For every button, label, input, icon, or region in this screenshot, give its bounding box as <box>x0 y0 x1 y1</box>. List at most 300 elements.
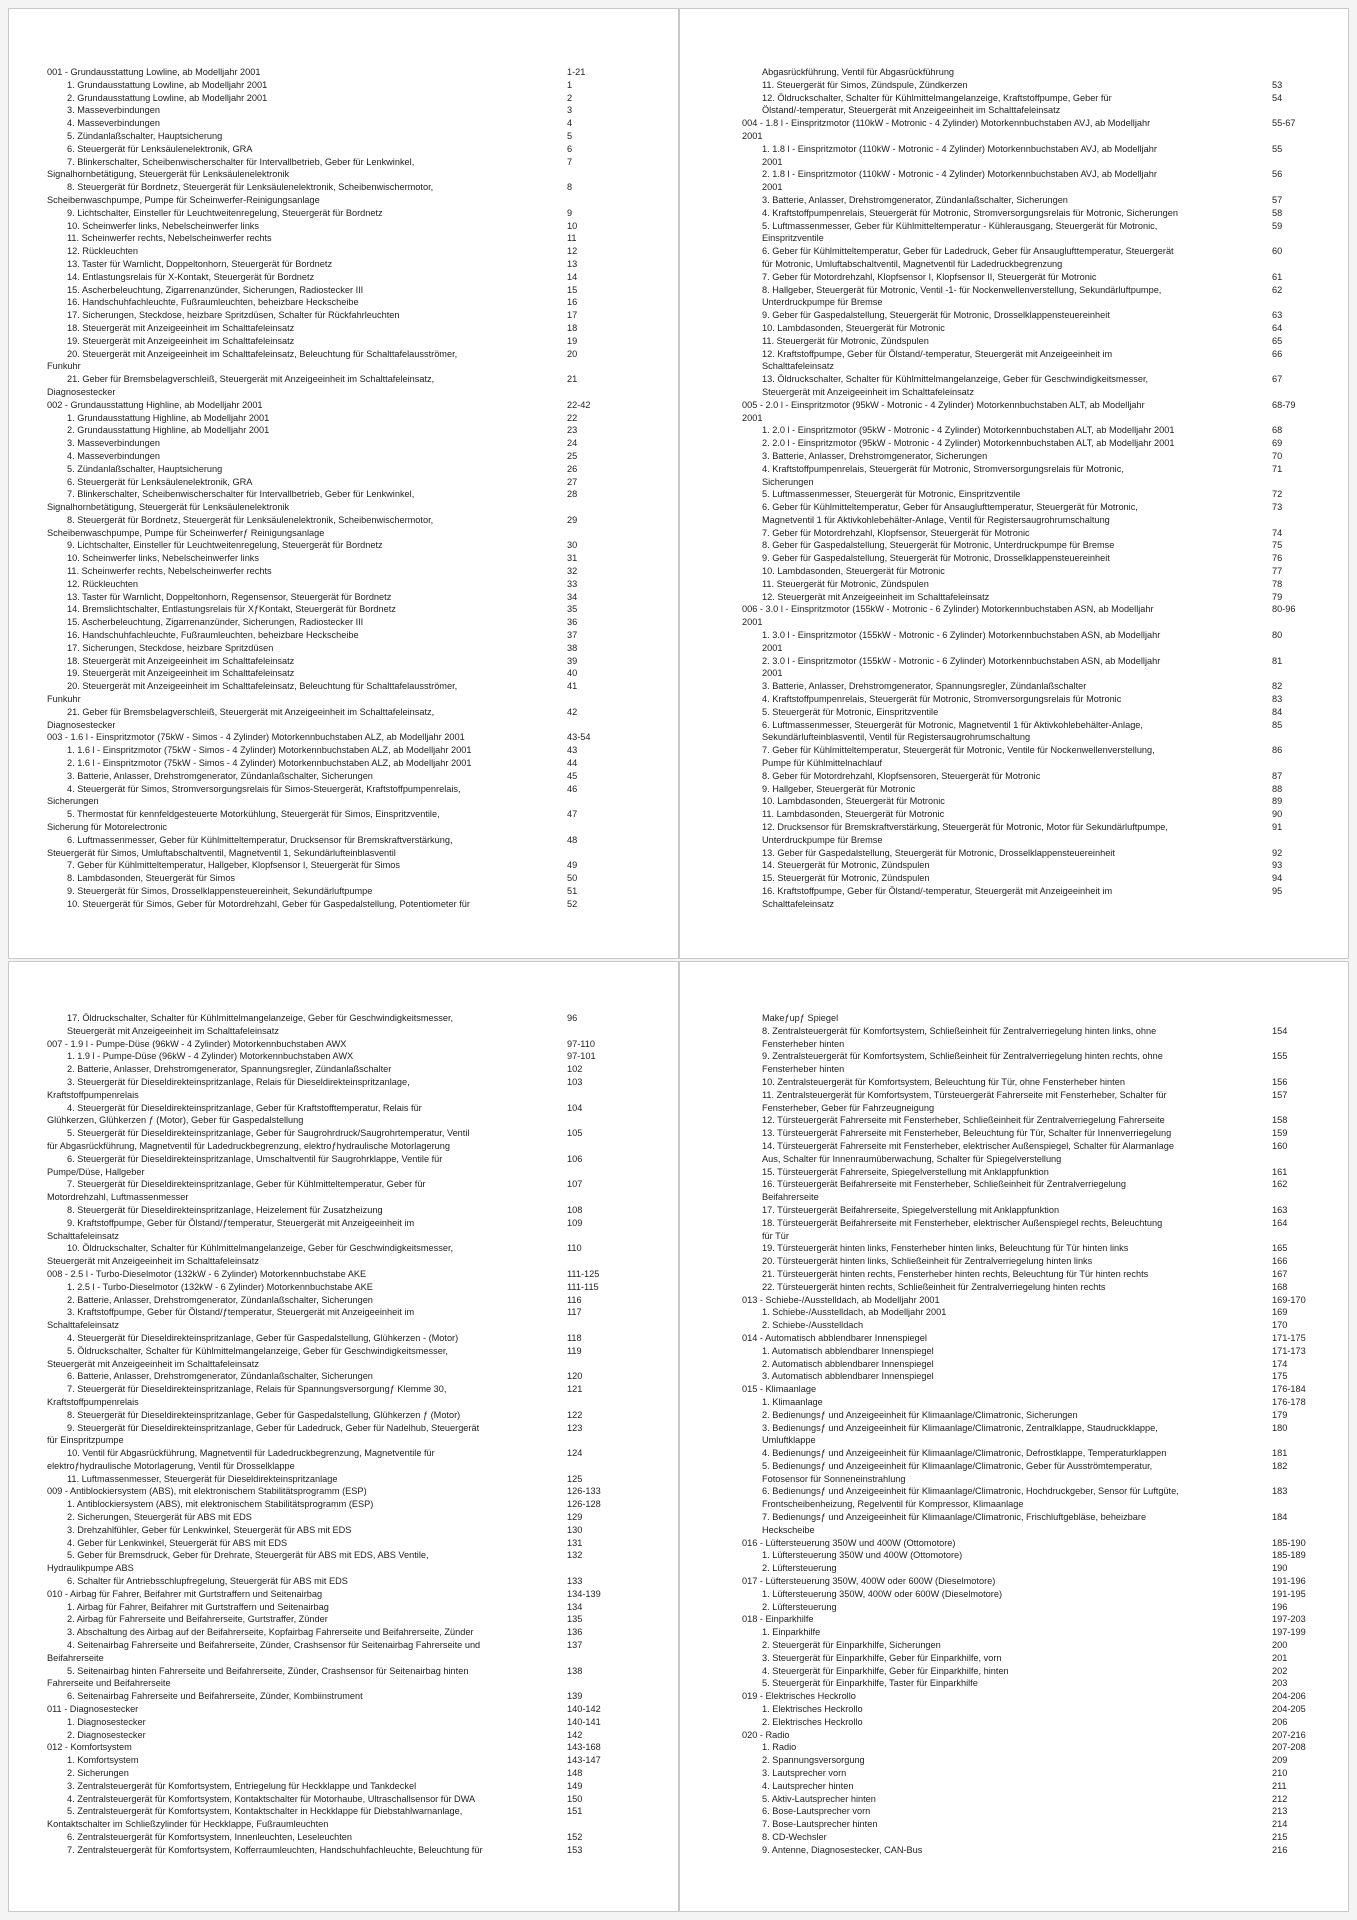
toc-entry-page <box>567 1652 637 1665</box>
toc-entry-title: Fensterheber hinten <box>762 1064 845 1075</box>
toc-entry-page: 130 <box>567 1524 583 1535</box>
toc-entry-title: 5. Thermostat für kennfeldgesteuerte Motorkühlung, Steuergerät für Simos, Einspritzventile, <box>67 809 440 820</box>
toc-entry <box>742 181 1338 194</box>
toc-entry-page <box>1272 1038 1342 1051</box>
toc-entry-page <box>567 1140 637 1153</box>
toc-entry-title: 16. Türsteuergerät Beifahrerseite mit Fensterheber, Schließeinheit für Zentralverriegelung <box>762 1179 1126 1190</box>
toc-entry <box>47 296 642 309</box>
toc-entry-page: 148 <box>567 1768 583 1779</box>
toc-entry <box>47 1230 642 1243</box>
toc-entry-page: 156 <box>1272 1076 1288 1087</box>
toc-entry <box>742 1306 1338 1319</box>
toc-entry-title: 8. Zentralsteuergerät für Komfortsystem, Schließeinheit für Zentralverriegelung hinten links, ohne <box>762 1025 1157 1036</box>
toc-entry <box>47 220 642 233</box>
toc-entry <box>47 1639 642 1652</box>
toc-entry-title: 3. Batterie, Anlasser, Drehstromgenerator, Spannungsregler, Zündanlaßschalter <box>762 681 1087 692</box>
toc-entry-title: 008 - 2.5 l - Turbo-Dieselmotor (132kW - 6 Zylinder) Motorkennbuchstabe AKE <box>47 1268 367 1279</box>
toc-entry-page <box>567 1358 637 1371</box>
toc-entry-title: 010 - Airbag für Fahrer, Beifahrer mit Gurtstraffern und Seitenairbag <box>47 1588 323 1599</box>
toc-entry <box>742 66 1338 79</box>
toc-entry-title: 14. Bremslichtschalter, Entlastungsrelais für XƒKontakt, Steuergerät für Bordnetz <box>67 604 396 615</box>
toc-entry <box>47 834 642 847</box>
toc-entry-page <box>1272 296 1342 309</box>
toc-entry-title: 4. Lautsprecher hinten <box>762 1780 854 1791</box>
toc-entry-title: 2001 <box>762 642 783 653</box>
toc-entry-page: 165 <box>1272 1243 1288 1254</box>
toc-entry <box>47 770 642 783</box>
toc-entry <box>742 565 1338 578</box>
toc-entry <box>742 1575 1338 1588</box>
toc-entry-title: 001 - Grundausstattung Lowline, ab Modelljahr 2001 <box>47 67 261 77</box>
toc-entry <box>47 719 642 732</box>
toc-entry-page: 39 <box>567 655 578 666</box>
toc-entry <box>47 130 642 143</box>
toc-entry <box>742 1549 1338 1562</box>
toc-entry <box>742 1524 1338 1537</box>
toc-entry <box>742 1114 1338 1127</box>
toc-entry-page: 166 <box>1272 1256 1288 1267</box>
toc-entry-page: 196 <box>1272 1601 1288 1612</box>
toc-entry <box>47 1294 642 1307</box>
toc-entry-title: Frontscheibenheizung, Regelventil für Kompressor, Klimaanlage <box>762 1499 1024 1510</box>
toc-entry-title: Scheibenwaschpumpe, Pumpe für Scheinwerfer-Reinigungsanlage <box>47 194 320 205</box>
toc-entry-title: 9. Steuergerät für Simos, Drosselklappensteuereinheit, Sekundärluftpumpe <box>67 886 373 896</box>
toc-entry-page: 78 <box>1272 578 1283 589</box>
toc-entry-title: Funkuhr <box>47 694 81 705</box>
toc-entry-page: 13 <box>567 258 578 269</box>
toc-entry-page <box>567 527 637 540</box>
toc-entry-title: 4. Zentralsteuergerät für Komfortsystem, Kontaktschalter für Motorhaube, Ultraschallsensor für DWA <box>67 1793 476 1804</box>
toc-entry-page <box>1272 1473 1342 1486</box>
toc-entry-page <box>567 386 637 399</box>
toc-entry <box>47 1460 642 1473</box>
toc-entry-page: 43 <box>567 745 578 756</box>
toc-entry-page <box>1272 616 1342 629</box>
toc-entry-title: 5. Zündanlaßschalter, Hauptsicherung <box>67 463 223 474</box>
toc-entry-page: 62 <box>1272 284 1283 295</box>
toc-entry <box>47 207 642 220</box>
toc-entry <box>47 1102 642 1115</box>
toc-entry <box>742 642 1338 655</box>
toc-entry-title: 10. Scheinwerfer links, Nebelscheinwerfer links <box>67 220 259 231</box>
toc-entry <box>742 1076 1338 1089</box>
toc-entry <box>47 1114 642 1127</box>
toc-entry-page: 139 <box>567 1691 583 1702</box>
toc-entry-page: 71 <box>1272 463 1283 474</box>
toc-entry-title: 3. Batterie, Anlasser, Drehstromgenerator, Sicherungen <box>762 450 988 461</box>
toc-entry-title: 15. Ascherbeleuchtung, Zigarrenanzünder, Sicherungen, Radiostecker III <box>67 284 364 295</box>
toc-page-4 <box>679 961 1349 1912</box>
toc-entry <box>47 527 642 540</box>
toc-entry <box>47 1537 642 1550</box>
toc-entry-title: 14. Entlastungsrelais für X-Kontakt, Steuergerät für Bordnetz <box>67 271 315 282</box>
toc-entry-page <box>1272 232 1342 245</box>
toc-entry-page: 197-199 <box>1272 1627 1306 1638</box>
toc-entry <box>742 1178 1338 1191</box>
toc-entry-title: 4. Steuergerät für Dieseldirekteinspritzanlage, Geber für Gaspedalstellung, Glühkerzen - (Motor) <box>67 1332 459 1343</box>
toc-entry-page: 33 <box>567 578 578 589</box>
toc-entry <box>47 1204 642 1217</box>
toc-entry <box>742 450 1338 463</box>
toc-entry <box>47 1652 642 1665</box>
toc-entry-title: 17. Türsteuergerät Beifahrerseite, Spiegelverstellung mit Anklappfunktion <box>762 1204 1060 1215</box>
toc-entry-page: 118 <box>567 1332 582 1343</box>
toc-entry-page <box>1272 130 1342 143</box>
toc-entry-title: 3. Drehzahlfühler, Geber für Lenkwinkel, Steuergerät für ABS mit EDS <box>67 1524 352 1535</box>
toc-entry-page <box>1272 642 1342 655</box>
toc-entry-title: Unterdruckpumpe für Bremse <box>762 834 883 845</box>
toc-entry-page: 19 <box>567 335 578 346</box>
toc-entry-title: 3. Bedienungsƒ und Anzeigeeinheit für Klimaanlage/Climatronic, Zentralklappe, Staudruckklappe, <box>762 1422 1158 1433</box>
toc-entry <box>47 1498 642 1511</box>
toc-entry-title: 9. Lichtschalter, Einsteller für Leuchtweitenregelung, Steuergerät für Bordnetz <box>67 207 383 218</box>
toc-entry-page: 124 <box>567 1448 583 1459</box>
toc-entry-title: Steuergerät mit Anzeigeeinheit im Schalttafeleinsatz <box>762 386 974 397</box>
toc-entry-page: 159 <box>1272 1128 1288 1139</box>
toc-entry <box>47 501 642 514</box>
toc-entry-page: 41 <box>567 681 578 692</box>
toc-entry-page: 81 <box>1272 655 1283 666</box>
toc-entry-title: 7. Bedienungsƒ und Anzeigeeinheit für Klimaanlage/Climatronic, Frischluftgebläse, beheizbare <box>762 1512 1147 1523</box>
toc-entry-page: 117 <box>567 1307 582 1318</box>
toc-entry-page: 171-173 <box>1272 1345 1306 1356</box>
toc-entry-title: 1. Grundausstattung Lowline, ab Modelljahr 2001 <box>67 79 268 90</box>
toc-entry <box>742 1652 1338 1665</box>
toc-entry-title: 5. Seitenairbag hinten Fahrerseite und Beifahrerseite, Zünder, Crashsensor für Seitenairbag hinten <box>67 1665 469 1676</box>
toc-entry <box>47 1127 642 1140</box>
toc-entry <box>47 1626 642 1639</box>
toc-entry <box>742 284 1338 297</box>
toc-entry <box>742 501 1338 514</box>
toc-entry-page: 83 <box>1272 694 1283 705</box>
toc-entry <box>47 1306 642 1319</box>
toc-entry <box>742 1025 1338 1038</box>
toc-entry-page: 64 <box>1272 322 1283 333</box>
toc-entry-title: 2001 <box>742 130 763 141</box>
toc-entry <box>47 1063 642 1076</box>
toc-entry <box>47 1690 642 1703</box>
toc-entry-page: 110 <box>567 1243 582 1254</box>
toc-entry <box>47 104 642 117</box>
toc-entry <box>742 783 1338 796</box>
toc-entry-page: 40 <box>567 668 578 679</box>
toc-entry-page: 200 <box>1272 1640 1288 1651</box>
toc-entry <box>47 1178 642 1191</box>
toc-entry-title: 11. Scheinwerfer rechts, Nebelscheinwerfer rechts <box>67 566 272 577</box>
toc-entry <box>742 859 1338 872</box>
toc-entry <box>742 1409 1338 1422</box>
toc-entry-page: 54 <box>1272 92 1283 103</box>
toc-entry-page <box>1272 258 1342 271</box>
toc-entry-page: 215 <box>1272 1832 1288 1842</box>
toc-entry <box>47 898 642 911</box>
toc-entry-page <box>1272 1524 1342 1537</box>
toc-entry <box>742 1780 1338 1793</box>
toc-entry <box>742 156 1338 169</box>
toc-entry-title: 3. Zentralsteuergerät für Komfortsystem, Entriegelung für Heckklappe und Tankdeckel <box>67 1780 417 1791</box>
toc-entry-title: 14. Türsteuergerät Fahrerseite mit Fensterheber, elektrischer Außenspiegel, Schalter für Alarmanlage <box>762 1140 1174 1151</box>
toc-entry-title: Scheibenwaschpumpe, Pumpe für Scheinwerferƒ Reinigungsanlage <box>47 527 325 538</box>
toc-entry-title: Steuergerät mit Anzeigeeinheit im Schalttafeleinsatz <box>47 1358 259 1369</box>
toc-entry <box>47 693 642 706</box>
toc-entry-page: 30 <box>567 540 578 551</box>
toc-entry-page <box>1272 1191 1342 1204</box>
toc-entry <box>47 1166 642 1179</box>
toc-entry-title: 8. Steuergerät für Bordnetz, Steuergerät für Lenksäulenelektronik, Scheibenwischermotor, <box>67 514 434 525</box>
toc-entry-title: 2. Sicherungen <box>67 1768 129 1779</box>
toc-entry-page: 89 <box>1272 796 1283 807</box>
toc-entry-title: 21. Geber für Bremsbelagverschleiß, Steuergerät mit Anzeigeeinheit im Schalttafeleinsatz, <box>67 374 435 385</box>
toc-entry <box>47 1601 642 1614</box>
toc-page-1 <box>8 8 679 959</box>
toc-entry-page: 17 <box>567 310 578 321</box>
toc-entry <box>742 143 1338 156</box>
toc-entry-title: 9. Geber für Gaspedalstellung, Steuergerät für Motronic, Drosselklappensteuereinheit <box>762 553 1110 564</box>
toc-entry-title: 1. 3.0 l - Einspritzmotor (155kW - Motronic - 6 Zylinder) Motorkennbuchstaben ASN, ab Modelljahr <box>762 630 1161 641</box>
toc-entry <box>47 591 642 604</box>
toc-entry-title: Schalttafeleinsatz <box>47 1320 120 1331</box>
toc-entry-title: Einspritzventile <box>762 233 824 244</box>
toc-entry-page <box>1272 476 1342 489</box>
toc-entry-page: 51 <box>567 886 578 896</box>
toc-entry-page: 125 <box>567 1473 583 1484</box>
toc-entry <box>742 1537 1338 1550</box>
toc-entry-title: 019 - Elektrisches Heckrollo <box>742 1691 856 1702</box>
toc-entry-title: 4. Seitenairbag Fahrerseite und Beifahrerseite, Zünder, Crashsensor für Seitenairbag Fahrerseite und <box>67 1640 481 1651</box>
toc-entry-page: 210 <box>1272 1768 1288 1779</box>
toc-entry-title: 7. Steuergerät für Dieseldirekteinspritzanlage, Geber für Kühlmitteltemperatur, Geber für <box>67 1179 426 1190</box>
toc-entry-title: 16. Kraftstoffpumpe, Geber für Ölstand/-temperatur, Steuergerät mit Anzeigeeinheit im <box>762 886 1113 896</box>
toc-entry-title: Fotosensor für Sonneneinstrahlung <box>762 1473 906 1484</box>
toc-entry-page: 50 <box>567 873 578 884</box>
toc-entry-page <box>1272 1063 1342 1076</box>
toc-entry-page <box>567 1818 637 1831</box>
toc-entry-title: Kontaktschalter im Schließzylinder für Heckklappe, Fußraumleuchten <box>47 1819 329 1830</box>
toc-entry <box>742 437 1338 450</box>
toc-entry-title: 19. Türsteuergerät hinten links, Fensterheber hinten links, Beleuchtung für Tür hinten links <box>762 1243 1129 1254</box>
toc-entry <box>47 1613 642 1626</box>
toc-entry-title: 7. Bose-Lautsprecher hinten <box>762 1819 878 1830</box>
toc-entry-title: 9. Kraftstoffpumpe, Geber für Ölstand/ƒtemperatur, Steuergerät mit Anzeigeeinheit im <box>67 1217 415 1228</box>
toc-entry <box>47 872 642 885</box>
toc-entry-title: 8. CD-Wechsler <box>762 1832 827 1842</box>
toc-entry-title: 8. Geber für Gaspedalstellung, Steuergerät für Motronic, Unterdruckpumpe für Bremse <box>762 540 1115 551</box>
toc-entry <box>47 1780 642 1793</box>
toc-entry <box>742 1601 1338 1614</box>
toc-entry <box>742 348 1338 361</box>
toc-entry-page: 149 <box>567 1780 583 1791</box>
toc-entry-page <box>1272 156 1342 169</box>
toc-entry-page: 104 <box>567 1102 583 1113</box>
toc-entry-title: für Tür <box>762 1230 789 1241</box>
toc-entry-title: 8. Steuergerät für Dieseldirekteinspritzanlage, Geber für Gaspedalstellung, Glühkerzen ƒ (Motor) <box>67 1409 461 1420</box>
toc-entry-title: 1. Diagnosestecker <box>67 1716 146 1727</box>
toc-entry-title: 7. Geber für Kühlmitteltemperatur, Steuergerät für Motronic, Ventile für Nockenwellenverstellung, <box>762 745 1155 756</box>
toc-entry-page: 216 <box>1272 1844 1288 1855</box>
toc-entry <box>47 412 642 425</box>
toc-entry-title: 17. Sicherungen, Steckdose, heizbare Spritzdüsen <box>67 642 274 653</box>
toc-entry <box>742 322 1338 335</box>
toc-entry <box>742 539 1338 552</box>
toc-entry-title: 12. Türsteuergerät Fahrerseite mit Fensterheber, Schließeinheit für Zentralverriegelung Fahrerseite <box>762 1115 1165 1126</box>
toc-entry <box>742 847 1338 860</box>
toc-entry <box>742 1242 1338 1255</box>
toc-entry-title: 014 - Automatisch abblendbarer Innenspiegel <box>742 1332 927 1343</box>
toc-entry-title: Heckscheibe <box>762 1524 815 1535</box>
toc-entry <box>47 463 642 476</box>
toc-entry-page: 102 <box>567 1064 583 1075</box>
toc-entry <box>742 655 1338 668</box>
toc-entry <box>47 1012 642 1025</box>
toc-entry-title: 6. Steuergerät für Lenksäulenelektronik, GRA <box>67 476 253 487</box>
toc-entry-page: 32 <box>567 566 578 577</box>
toc-entry-title: Signalhornbetätigung, Steuergerät für Lenksäulenelektronik <box>47 502 290 513</box>
toc-entry-title: 2001 <box>742 617 763 628</box>
toc-entry-page <box>567 847 637 860</box>
toc-entry-page: 123 <box>567 1422 583 1433</box>
toc-entry-title: 5. Zentralsteuergerät für Komfortsystem, Kontaktschalter in Heckklappe für Diebstahlwarnanlage, <box>67 1806 463 1817</box>
toc-entry-page: 203 <box>1272 1678 1288 1689</box>
toc-entry-title: Makeƒupƒ Spiegel <box>762 1013 839 1023</box>
toc-entry-page <box>567 719 637 732</box>
toc-entry-title: elektroƒhydraulische Motorlagerung, Ventil für Drosselklappe <box>47 1460 295 1471</box>
toc-entry <box>742 104 1338 117</box>
toc-entry-title: Unterdruckpumpe für Bremse <box>762 297 883 308</box>
toc-entry-title: 8. Steuergerät für Bordnetz, Steuergerät für Lenksäulenelektronik, Scheibenwischermotor, <box>67 182 434 193</box>
toc-entry <box>47 808 642 821</box>
toc-entry <box>742 1639 1338 1652</box>
toc-entry-page: 209 <box>1272 1755 1288 1766</box>
toc-entry-title: 13. Türsteuergerät Fahrerseite mit Fensterheber, Beleuchtung für Tür, Schalter für Innenverriegelung <box>762 1128 1172 1139</box>
toc-entry-page: 5 <box>567 130 573 141</box>
toc-entry-title: 12. Steuergerät mit Anzeigeeinheit im Schalttafeleinsatz <box>762 591 990 602</box>
toc-entry-page <box>1272 1153 1342 1166</box>
toc-entry-title: 1. Lüftersteuerung 350W und 400W (Ottomotore) <box>762 1550 963 1561</box>
toc-entry-page: 111-115 <box>567 1281 599 1292</box>
toc-entry <box>47 680 642 693</box>
toc-entry-title: 5. Öldruckschalter, Schalter für Kühlmittelmangelanzeige, Geber für Geschwindigkeitsmesser, <box>67 1345 448 1356</box>
toc-entry-page: 197-203 <box>1272 1614 1306 1625</box>
toc-entry-page: 153 <box>567 1844 583 1855</box>
toc-entry-page: 184 <box>1272 1512 1288 1523</box>
toc-entry-title: 22. Türsteuergerät hinten rechts, Schließeinheit für Zentralverriegelung hinten rechts <box>762 1281 1106 1292</box>
toc-entry-page: 87 <box>1272 770 1283 781</box>
toc-entry <box>47 79 642 92</box>
toc-entry-page: 116 <box>567 1294 582 1305</box>
toc-entry-title: 10. Zentralsteuergerät für Komfortsystem, Beleuchtung für Tür, ohne Fensterheber hinten <box>762 1076 1125 1087</box>
toc-entry <box>47 1217 642 1230</box>
toc-entry-page: 161 <box>1272 1166 1288 1177</box>
toc-list <box>742 66 1338 911</box>
toc-entry <box>742 834 1338 847</box>
toc-entry-page: 85 <box>1272 719 1283 730</box>
toc-entry <box>47 603 642 616</box>
toc-entry-title: 7. Geber für Kühlmitteltemperatur, Hallgeber, Klopfsensor I, Steuergerät für Simos <box>67 860 400 871</box>
toc-entry-page: 31 <box>567 553 578 564</box>
toc-entry-title: 2. Schiebe-/Ausstelldach <box>762 1320 864 1331</box>
toc-entry-page: 6 <box>567 143 573 154</box>
toc-entry-title: 1. Lüftersteuerung 350W, 400W oder 600W (Dieselmotore) <box>762 1588 1003 1599</box>
toc-entry-title: Schalttafeleinsatz <box>762 898 835 909</box>
toc-entry <box>742 245 1338 258</box>
toc-entry-page: 7 <box>567 156 573 167</box>
toc-entry-title: 4. Masseverbindungen <box>67 450 160 461</box>
toc-entry-title: 5. Geber für Bremsdruck, Geber für Drehrate, Steuergerät für ABS mit EDS, ABS Ventile, <box>67 1550 429 1561</box>
toc-entry <box>742 514 1338 527</box>
toc-entry-title: 2. Sicherungen, Steuergerät für ABS mit EDS <box>67 1512 252 1523</box>
toc-entry-title: 6. Bedienungsƒ und Anzeigeeinheit für Klimaanlage/Climatronic, Hochdruckgeber, Sensor für Luftgüte, <box>762 1486 1179 1497</box>
toc-entry <box>47 399 642 412</box>
toc-entry-title: 5. Zündanlaßschalter, Hauptsicherung <box>67 130 223 141</box>
toc-entry-page: 151 <box>567 1806 583 1817</box>
toc-entry-title: 1. Elektrisches Heckrollo <box>762 1704 863 1715</box>
toc-entry-title: 17. Öldruckschalter, Schalter für Kühlmittelmangelanzeige, Geber für Geschwindigkeitsmesser, <box>67 1013 454 1023</box>
toc-entry-title: 5. Steuergerät für Motronic, Einspritzventile <box>762 706 939 717</box>
toc-entry-page: 191-196 <box>1272 1576 1306 1587</box>
toc-entry-page <box>1272 1012 1342 1025</box>
toc-entry-title: 006 - 3.0 l - Einspritzmotor (155kW - Motronic - 6 Zylinder) Motorkennbuchstaben ASN, ab Modelljahr <box>742 604 1154 615</box>
toc-entry-title: 12. Rückleuchten <box>67 246 138 257</box>
toc-entry-page: 174 <box>1272 1358 1288 1369</box>
toc-entry <box>742 207 1338 220</box>
toc-entry-title: 004 - 1.8 l - Einspritzmotor (110kW - Motronic - 4 Zylinder) Motorkennbuchstaben AVJ, ab Modelljahr <box>742 118 1151 129</box>
toc-entry-title: Diagnosestecker <box>47 386 116 397</box>
toc-entry <box>742 1102 1338 1115</box>
toc-entry <box>47 1716 642 1729</box>
toc-entry <box>742 399 1338 412</box>
toc-entry-page: 82 <box>1272 681 1283 692</box>
toc-entry-title: Signalhornbetätigung, Steuergerät für Lenksäulenelektronik <box>47 169 290 180</box>
toc-entry <box>742 578 1338 591</box>
toc-entry-page: 106 <box>567 1153 583 1164</box>
toc-entry-title: 1. Grundausstattung Highline, ab Modelljahr 2001 <box>67 412 270 423</box>
toc-entry <box>47 1140 642 1153</box>
toc-entry <box>742 1358 1338 1371</box>
toc-entry-title: 2. Grundausstattung Lowline, ab Modelljahr 2001 <box>67 92 268 103</box>
toc-entry <box>47 1396 642 1409</box>
toc-entry-page: 170 <box>1272 1320 1288 1331</box>
toc-entry-title: 9. Geber für Gaspedalstellung, Steuergerät für Motronic, Drosselklappensteuereinheit <box>762 310 1110 321</box>
toc-entry-page: 126-133 <box>567 1486 601 1497</box>
toc-entry-page <box>1272 412 1342 425</box>
toc-entry-title: Schalttafeleinsatz <box>47 1230 120 1241</box>
toc-entry <box>47 1345 642 1358</box>
toc-entry <box>742 1153 1338 1166</box>
toc-entry-title: 2001 <box>762 156 783 167</box>
toc-entry-title: Diagnosestecker <box>47 719 116 730</box>
toc-entry <box>47 1268 642 1281</box>
toc-entry <box>742 1063 1338 1076</box>
toc-entry-page: 22-42 <box>567 399 591 410</box>
toc-entry-page: 69 <box>1272 438 1283 449</box>
toc-entry <box>47 1754 642 1767</box>
toc-entry-title: 007 - 1.9 l - Pumpe-Düse (96kW - 4 Zylinder) Motorkennbuchstaben AWX <box>47 1038 347 1049</box>
toc-entry <box>47 1153 642 1166</box>
toc-entry-title: 7. Geber für Motordrehzahl, Klopfsensor, Steuergerät für Motronic <box>762 527 1030 538</box>
toc-entry-title: 9. Hallgeber, Steuergerät für Motronic <box>762 783 916 794</box>
toc-entry-page: 75 <box>1272 540 1283 551</box>
toc-entry <box>47 1358 642 1371</box>
toc-entry <box>47 92 642 105</box>
toc-entry <box>47 1485 642 1498</box>
toc-entry-title: 1. Radio <box>762 1742 797 1753</box>
toc-entry-page: 20 <box>567 348 578 359</box>
toc-entry <box>47 143 642 156</box>
toc-entry-page: 21 <box>567 374 578 385</box>
toc-entry-title: 10. Lambdasonden, Steuergerät für Motronic <box>762 796 945 807</box>
toc-entry-title: 3. Masseverbindungen <box>67 438 160 449</box>
toc-entry-title: 10. Öldruckschalter, Schalter für Kühlmittelmangelanzeige, Geber für Geschwindigkeitsmesser, <box>67 1243 454 1254</box>
